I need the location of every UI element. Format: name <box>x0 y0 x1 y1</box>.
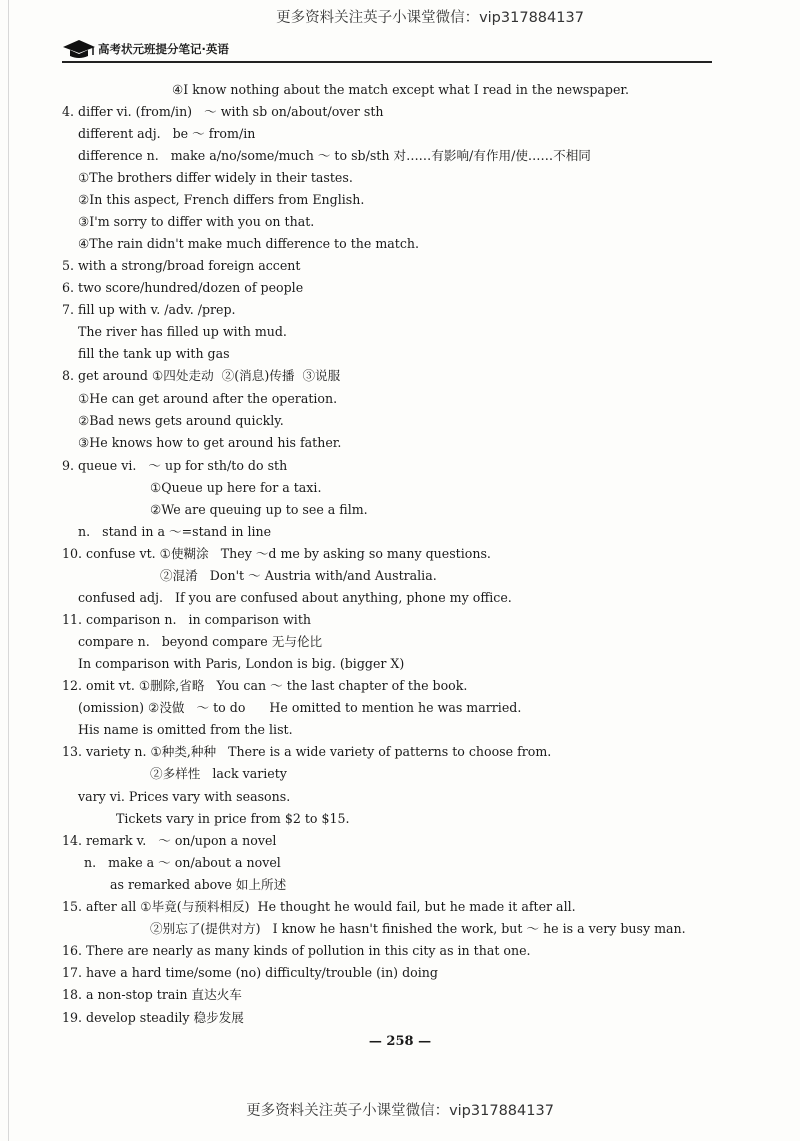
text-line: different adj. be ～ from/in <box>78 126 256 141</box>
text-line: 17. have a hard time/some (no) difficulty/trouble (in) doing <box>62 965 438 980</box>
page-number: — 258 — <box>368 1034 432 1049</box>
watermark-bottom: 更多资料关注英子小课堂微信：vip317884137 <box>246 1103 554 1119</box>
text-line: 19. develop steadily 稳步发展 <box>62 1010 244 1025</box>
text-line: ②别忘了(提供对方) I know he hasn't finished the work, but ～ he is a very busy man. <box>150 921 686 936</box>
page-edge <box>8 0 9 1141</box>
text-line: 6. two score/hundred/dozen of people <box>62 280 304 295</box>
text-line: n. make a ～ on/about a novel <box>84 855 281 870</box>
text-line: (omission) ②没做 ～ to do He omitted to mention he was married. <box>78 700 522 715</box>
text-line: 18. a non-stop train 直达火车 <box>62 987 242 1002</box>
text-line: ③I'm sorry to differ with you on that. <box>78 214 315 229</box>
text-line: 10. confuse vt. ①使糊涂 They ～d me by asking so many questions. <box>62 546 491 561</box>
text-line: ②混淆 Don't ～ Austria with/and Australia. <box>160 568 437 583</box>
text-line: 14. remark v. ～ on/upon a novel <box>62 833 277 848</box>
text-line: ②Bad news gets around quickly. <box>78 413 284 428</box>
text-line: as remarked above 如上所述 <box>110 877 287 892</box>
text-line: In comparison with Paris, London is big. (bigger X) <box>78 656 405 671</box>
graduation-cap-icon <box>62 38 96 60</box>
text-line: ①He can get around after the operation. <box>78 391 338 406</box>
text-line: 12. omit vt. ①删除,省略 You can ～ the last chapter of the book. <box>62 678 468 693</box>
text-line: 9. queue vi. ～ up for sth/to do sth <box>62 458 288 473</box>
text-line: ②We are queuing up to see a film. <box>150 502 368 517</box>
page-header <box>62 36 712 66</box>
text-line: ④The rain didn't make much difference to the match. <box>78 236 420 251</box>
text-line: ②多样性 lack variety <box>150 766 287 781</box>
text-line: compare n. beyond compare 无与伦比 <box>78 634 323 649</box>
book-title: 高考状元班提分笔记·英语 <box>98 42 229 56</box>
text-line: ①Queue up here for a taxi. <box>150 480 322 495</box>
text-line: 11. comparison n. in comparison with <box>62 612 311 627</box>
text-line: 16. There are nearly as many kinds of pollution in this city as in that one. <box>62 943 531 958</box>
text-line: ④I know nothing about the match except what I read in the newspaper. <box>172 82 630 97</box>
text-line: 5. with a strong/broad foreign accent <box>62 258 301 273</box>
header-rule <box>62 61 712 63</box>
text-line: 7. fill up with v. /adv. /prep. <box>62 302 236 317</box>
text-line: vary vi. Prices vary with seasons. <box>78 789 291 804</box>
text-line: difference n. make a/no/some/much ～ to sb/sth 对……有影响/有作用/使……不相同 <box>78 148 591 163</box>
text-line: His name is omitted from the list. <box>78 722 293 737</box>
text-line: 15. after all ①毕竟(与预料相反) He thought he would fail, but he made it after all. <box>62 899 576 914</box>
text-line: The river has filled up with mud. <box>78 324 287 339</box>
text-line: Tickets vary in price from $2 to $15. <box>116 811 350 826</box>
text-line: 8. get around ①四处走动 ②(消息)传播 ③说服 <box>62 368 341 383</box>
text-line: confused adj. If you are confused about anything, phone my office. <box>78 590 512 605</box>
text-line: fill the tank up with gas <box>78 346 230 361</box>
watermark-top: 更多资料关注英子小课堂微信：vip317884137 <box>276 10 584 26</box>
text-line: n. stand in a ～=stand in line <box>78 524 272 539</box>
text-line: ①The brothers differ widely in their tastes. <box>78 170 353 185</box>
text-line: ③He knows how to get around his father. <box>78 435 342 450</box>
text-line: 13. variety n. ①种类,种种 There is a wide variety of patterns to choose from. <box>62 744 552 759</box>
text-line: 4. differ vi. (from/in) ～ with sb on/about/over sth <box>62 104 384 119</box>
text-line: ②In this aspect, French differs from English. <box>78 192 365 207</box>
